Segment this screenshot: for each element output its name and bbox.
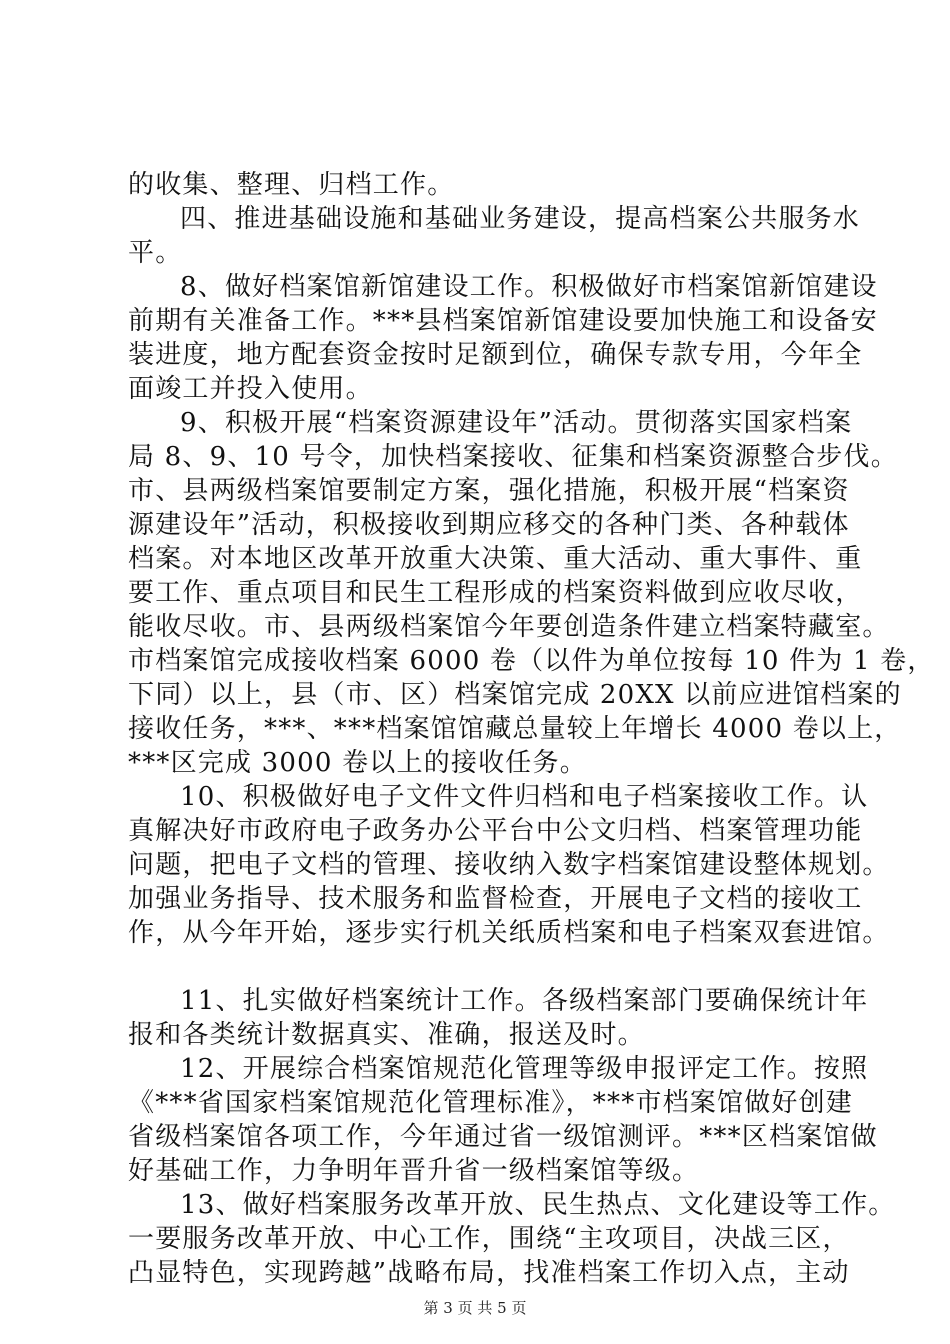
text-line: 凸显特色，实现跨越”战略布局，找准档案工作切入点，主动 [128,1258,850,1288]
text-line: 真解决好市政府电子政务办公平台中公文归档、档案管理功能 [128,816,863,846]
item-9-first-line: 9、积极开展“档案资源建设年”活动。贯彻落实国家档案 [180,408,853,438]
text-line: 装进度，地方配套资金按时足额到位，确保专款专用，今年全 [128,340,863,370]
text-line: 省级档案馆各项工作，今年通过省一级馆测评。***区档案馆做 [128,1122,878,1152]
text-line: ***区完成 3000 卷以上的接收任务。 [128,748,587,778]
text-line: 接收任务，***、***档案馆馆藏总量较上年增长 4000 卷以上， [128,714,902,744]
paragraph-spacer [128,950,836,984]
text-line: 作，从今年开始，逐步实行机关纸质档案和电子档案双套进馆。 [128,918,890,948]
text-line: 源建设年”活动，积极接收到期应移交的各种门类、各种载体 [128,510,850,540]
text-line: 加强业务指导、技术服务和监督检查，开展电子文档的接收工 [128,884,863,914]
text-line: 的收集、整理、归档工作。 [128,170,455,200]
text-line: 市档案馆完成接收档案 6000 卷（以件为单位按每 10 件为 1 卷， [128,646,935,676]
text-line: 《***省国家档案馆规范化管理标准》，***市档案馆做好创建 [128,1088,854,1118]
item-12-first-line: 12、开展综合档案馆规范化管理等级申报评定工作。按照 [180,1054,869,1084]
text-line: 报和各类统计数据真实、准确，报送及时。 [128,1020,645,1050]
text-line: 一要服务改革开放、中心工作，围绕“主攻项目，决战三区， [128,1224,850,1254]
text-line: 问题，把电子文档的管理、接收纳入数字档案馆建设整体规划。 [128,850,890,880]
text-line: 市、县两级档案馆要制定方案，强化措施，积极开展“档案资 [128,476,850,506]
text-line: 面竣工并投入使用。 [128,374,373,404]
text-line: 要工作、重点项目和民生工程形成的档案资料做到应收尽收， [128,578,863,608]
text-line: 平。 [128,238,183,268]
item-11-first-line: 11、扎实做好档案统计工作。各级档案部门要确保统计年 [180,986,869,1016]
text-line: 好基础工作，力争明年晋升省一级档案馆等级。 [128,1156,700,1186]
text-line: 下同）以上，县（市、区）档案馆完成 20XX 以前应进馆档案的 [128,680,902,710]
text-line: 能收尽收。市、县两级档案馆今年要创造条件建立档案特藏室。 [128,612,890,642]
item-8-first-line: 8、做好档案馆新馆建设工作。积极做好市档案馆新馆建设 [180,272,878,302]
page-number-footer: 第 3 页 共 5 页 [423,1299,527,1317]
text-line: 前期有关准备工作。***县档案馆新馆建设要加快施工和设备安 [128,306,878,336]
section-heading-four: 四、推进基础设施和基础业务建设，提高档案公共服务水 [180,204,861,234]
text-line: 局 8、9、10 号令，加快档案接收、征集和档案资源整合步伐。 [128,442,898,472]
item-10-first-line: 10、积极做好电子文件文件归档和电子档案接收工作。认 [180,782,869,812]
document-body [128,168,935,1290]
item-13-first-line: 13、做好档案服务改革开放、民生热点、文化建设等工作。 [180,1190,896,1220]
text-line: 档案。对本地区改革开放重大决策、重大活动、重大事件、重 [128,544,863,574]
